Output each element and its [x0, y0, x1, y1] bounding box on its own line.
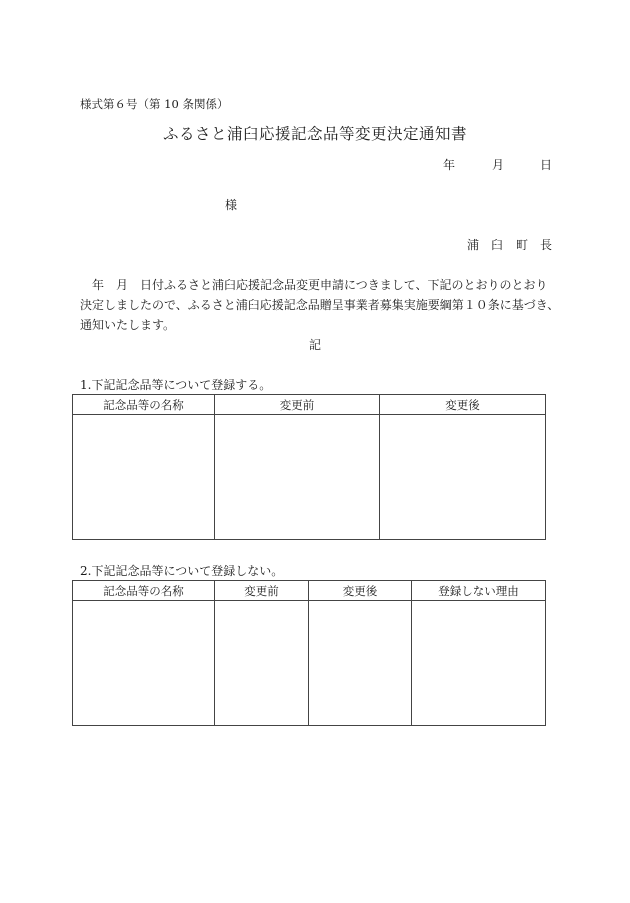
mayor-char-4: 長 [540, 238, 553, 252]
notice-body [80, 275, 560, 335]
table-cell [73, 601, 215, 726]
header-cell: 記念品等の名称 [73, 581, 215, 601]
notice-body-line: 年 月 日付ふるさと浦臼応援記念品変更申請につきまして、下記のとおりのとおり [80, 278, 548, 292]
header-cell: 変更後 [380, 395, 546, 415]
header-cell: 変更後 [309, 581, 412, 601]
section2-body-row [73, 601, 546, 726]
notice-body-line: 通知いたします。 [80, 318, 176, 332]
recipient-honorific: 様 [225, 198, 238, 212]
mayor-char-3: 町 [516, 238, 529, 252]
section1-header-row [73, 395, 546, 415]
section2-table [72, 580, 546, 726]
form-number: 様式第６号（第 10 条関係） [80, 97, 229, 111]
header-cell: 登録しない理由 [412, 581, 546, 601]
section1-body-row [73, 415, 546, 540]
header-cell: 変更前 [215, 395, 380, 415]
section2-header-row [73, 581, 546, 601]
table-cell [380, 415, 546, 540]
date-day-label: 日 [540, 158, 553, 172]
header-cell: 変更前 [215, 581, 309, 601]
table-cell [412, 601, 546, 726]
header-cell: 記念品等の名称 [73, 395, 215, 415]
table-cell [215, 601, 309, 726]
table-cell [215, 415, 380, 540]
mayor-char-2: 臼 [491, 238, 504, 252]
document-title: ふるさと浦臼応援記念品等変更決定通知書 [162, 125, 467, 143]
section2-title: 2.下記記念品等について登録しない。 [80, 564, 284, 578]
notice-body-line: 決定しましたので、ふるさと浦臼応援記念品贈呈事業者募集実施要綱第１０条に基づき、 [80, 298, 560, 312]
ki-heading: 記 [308, 338, 321, 352]
date-month-label: 月 [492, 158, 505, 172]
date-year-label: 年 [443, 158, 456, 172]
table-cell [73, 415, 215, 540]
mayor-char-1: 浦 [467, 238, 480, 252]
section1-title: 1.下記記念品等について登録する。 [80, 378, 272, 392]
table-cell [309, 601, 412, 726]
section1-table [72, 394, 546, 540]
